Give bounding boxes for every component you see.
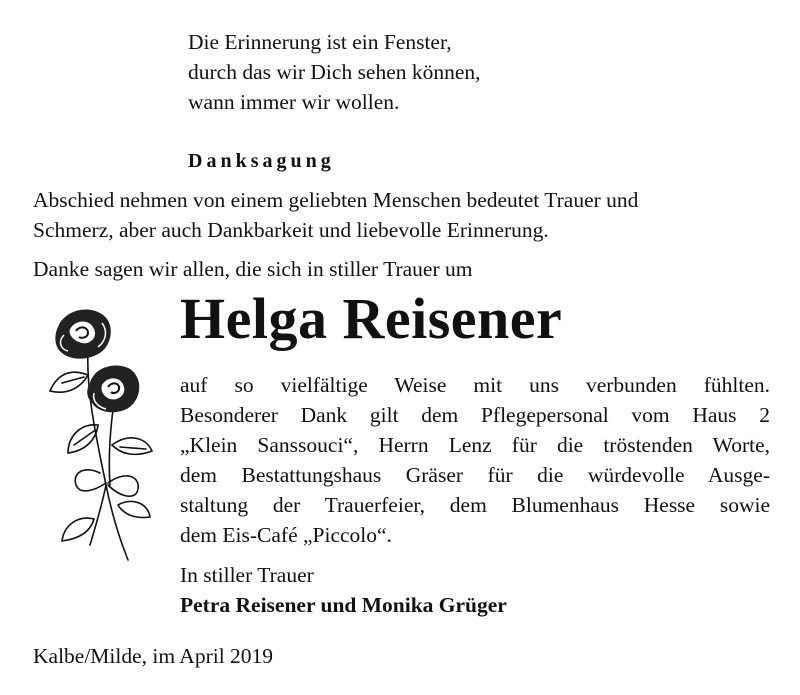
poem-line-2: durch das wir Dich sehen können,	[188, 60, 481, 84]
body-line-4: dem Bestattungshaus Gräser für die würdevolle Ausge-	[180, 463, 770, 487]
body-line-6: dem Eis-Café „Piccolo“.	[180, 523, 392, 547]
signature-names: Petra Reisener und Monika Grüger	[180, 593, 507, 617]
body-line-2: Besonderer Dank gilt dem Pflegepersonal vom Haus 2	[180, 403, 770, 427]
signature-intro: In stiller Trauer	[180, 563, 314, 587]
body-line-3: „Klein Sanssouci“, Herrn Lenz für die tröstenden Worte,	[180, 433, 770, 457]
intro-line-1: Abschied nehmen von einem geliebten Menschen bedeutet Trauer und	[33, 188, 639, 212]
rose-icon	[28, 305, 168, 570]
deceased-name: Helga Reisener	[180, 286, 563, 351]
poem-line-3: wann immer wir wollen.	[188, 90, 400, 114]
body-line-1: auf so vielfältige Weise mit uns verbunden fühlten.	[180, 373, 770, 397]
poem-line-1: Die Erinnerung ist ein Fenster,	[188, 30, 452, 54]
place-date: Kalbe/Milde, im April 2019	[33, 644, 274, 668]
intro-line-3: Danke sagen wir allen, die sich in stiller Trauer um	[33, 257, 473, 281]
intro-line-2: Schmerz, aber auch Dankbarkeit und liebevolle Erinnerung.	[33, 218, 549, 242]
heading-danksagung: Danksagung	[188, 150, 335, 172]
body-line-5: staltung der Trauerfeier, dem Blumenhaus Hesse sowie	[180, 493, 770, 517]
